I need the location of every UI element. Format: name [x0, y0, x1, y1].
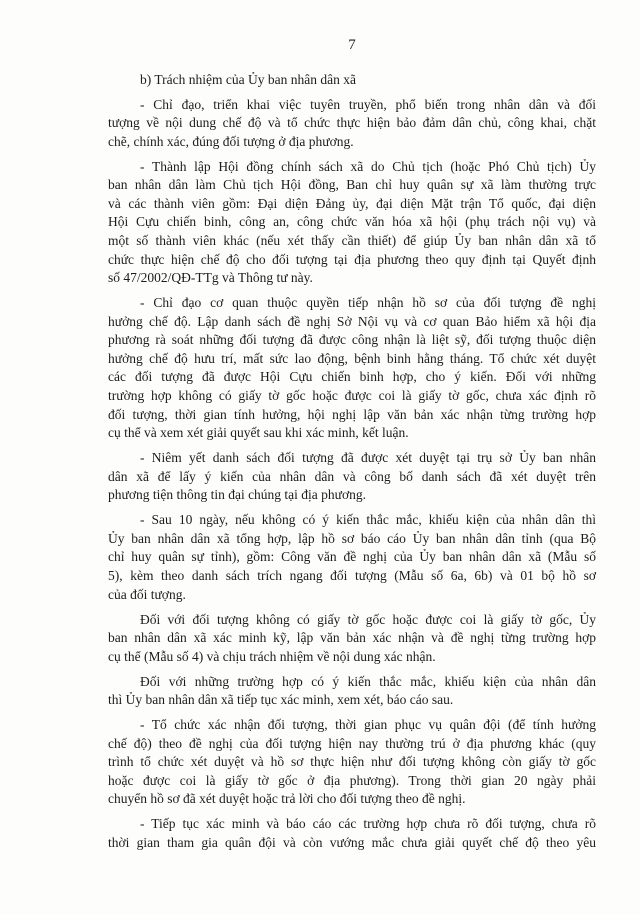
- text-line: đối tượng, thời gian tính hưởng, hội nghị lập văn bản xác nhận từng trường hợp: [108, 406, 596, 422]
- text-line: Đối với đối tượng không có giấy tờ gốc hoặc được coi là giấy tờ gốc, Ủy: [140, 611, 596, 627]
- text-line: chế độ) theo đề nghị của đối tượng hiện nay thường trú ở địa phương khác (quy: [108, 735, 596, 751]
- paragraph: [108, 449, 596, 505]
- text-line: phương rà soát những đối tượng đã được công nhận là liệt sỹ, đối tượng thuộc diện: [108, 332, 596, 348]
- text-line: các đối tượng đã được Hội Cựu chiến binh hợp, cho ý kiến. Đối với những: [108, 369, 596, 385]
- text-line: thì Ủy ban nhân dân xã tiếp tục xác minh, xem xét, báo cáo sau.: [108, 692, 454, 708]
- section-heading: b) Trách nhiệm của Ủy ban nhân dân xã: [140, 71, 356, 87]
- text-line: - Niêm yết danh sách đối tượng đã được xét duyệt tại trụ sở Ủy ban nhân: [140, 450, 596, 466]
- text-line: số 47/2002/QĐ-TTg và Thông tư này.: [108, 270, 313, 286]
- text-line: - Thành lập Hội đồng chính sách xã do Chủ tịch (hoặc Phó Chủ tịch) Ủy: [140, 158, 596, 174]
- paragraph: [108, 158, 596, 288]
- text-line: của đối tượng.: [108, 586, 186, 602]
- text-line: chỉ huy quân sự tỉnh), gồm: Công văn đề nghị của Ủy ban nhân dân xã (Mẫu số: [108, 549, 596, 565]
- paragraph: [108, 611, 596, 667]
- text-line: Hội Cựu chiến binh, công an, công chức văn hóa xã hội (phụ trách nội vụ) và: [108, 214, 596, 230]
- paragraph: [108, 815, 596, 852]
- text-line: thời gian tham gia quân đội và còn vướng mắc chưa giải quyết chế độ theo yêu: [108, 834, 596, 850]
- paragraph: [108, 96, 596, 152]
- text-line: chuyển hồ sơ đã xét duyệt hoặc trả lời cho đối tượng theo đề nghị.: [108, 791, 466, 807]
- text-line: 5), kèm theo danh sách trích ngang đối tượng (Mẫu số 6a, 6b) và 01 bộ hồ sơ: [108, 568, 596, 584]
- text-line: trường hợp không có giấy tờ gốc hoặc được coi là giấy tờ gốc, chưa xác định rõ: [108, 388, 596, 404]
- text-line: - Tổ chức xác nhận đối tượng, thời gian phục vụ quân đội (để tính hưởng: [140, 717, 596, 733]
- paragraph: [108, 673, 596, 710]
- text-line: ban nhân dân làm Chủ tịch Hội đồng, Ban chỉ huy quân sự xã làm thường trực: [108, 177, 596, 193]
- text-line: - Tiếp tục xác minh và báo cáo các trường hợp chưa rõ đối tượng, chưa rõ: [140, 816, 596, 832]
- text-line: và các thành viên gồm: Đại diện Đảng ủy, đại diện Mặt trận Tổ quốc, đại diện: [108, 195, 596, 211]
- paragraph: [108, 294, 596, 443]
- text-line: trình tổ chức xét duyệt và hồ sơ thực hiện như đối tượng không còn giấy tờ gốc: [108, 754, 596, 770]
- text-line: một số thành viên khác (nếu xét thấy cần thiết) để giúp Ủy ban nhân dân xã tổ: [108, 233, 596, 249]
- text-line: tượng về nội dung chế độ và tổ chức thực hiện bảo đảm dân chủ, công khai, chặt: [108, 115, 596, 131]
- text-line: - Sau 10 ngày, nếu không có ý kiến thắc mắc, khiếu kiện của nhân dân thì: [140, 512, 596, 528]
- document-body: [108, 71, 596, 853]
- text-line: dân xã để lấy ý kiến của nhân dân và công bố danh sách đã xét duyệt trên: [108, 468, 596, 484]
- text-line: - Chỉ đạo, triển khai việc tuyên truyền, phổ biến trong nhân dân và đối: [140, 96, 596, 112]
- paragraph: [108, 716, 596, 809]
- text-line: hưởng chế độ hưu trí, mất sức lao động, bệnh binh hằng tháng. Tổ chức xét duyệt: [108, 350, 596, 366]
- text-line: ban nhân dân xã xác minh kỹ, lập văn bản xác nhận và đề nghị từng trường hợp: [108, 630, 596, 646]
- text-line: phương tiện thông tin đại chúng tại địa phương.: [108, 487, 367, 503]
- text-line: Đối với những trường hợp có ý kiến thắc mắc, khiếu kiện của nhân dân: [140, 673, 596, 689]
- paragraph: [108, 511, 596, 604]
- text-line: hoặc được coi là giấy tờ gốc ở địa phương). Trong thời gian 20 ngày phải: [108, 772, 596, 788]
- text-line: chẽ, chính xác, đúng đối tượng ở địa phương.: [108, 133, 354, 149]
- text-line: chức thực hiện chế độ cho đối tượng tại địa phương theo quy định tại Quyết định: [108, 251, 596, 267]
- page-number: 7: [348, 37, 356, 53]
- text-line: Ủy ban nhân dân xã tổng hợp, lập hồ sơ báo cáo Ủy ban nhân dân tỉnh (qua Bộ: [108, 530, 596, 546]
- text-line: cụ thể (Mẫu số 4) và chịu trách nhiệm về nội dung xác nhận.: [108, 648, 436, 664]
- text-line: cụ thể và xem xét giải quyết sau khi xác minh, kết luận.: [108, 425, 409, 441]
- text-line: - Chỉ đạo cơ quan thuộc quyền tiếp nhận hồ sơ của đối tượng đề nghị: [140, 295, 596, 311]
- text-line: hưởng chế độ. Lập danh sách đề nghị Sở Nội vụ và cơ quan Bảo hiểm xã hội địa: [108, 313, 596, 329]
